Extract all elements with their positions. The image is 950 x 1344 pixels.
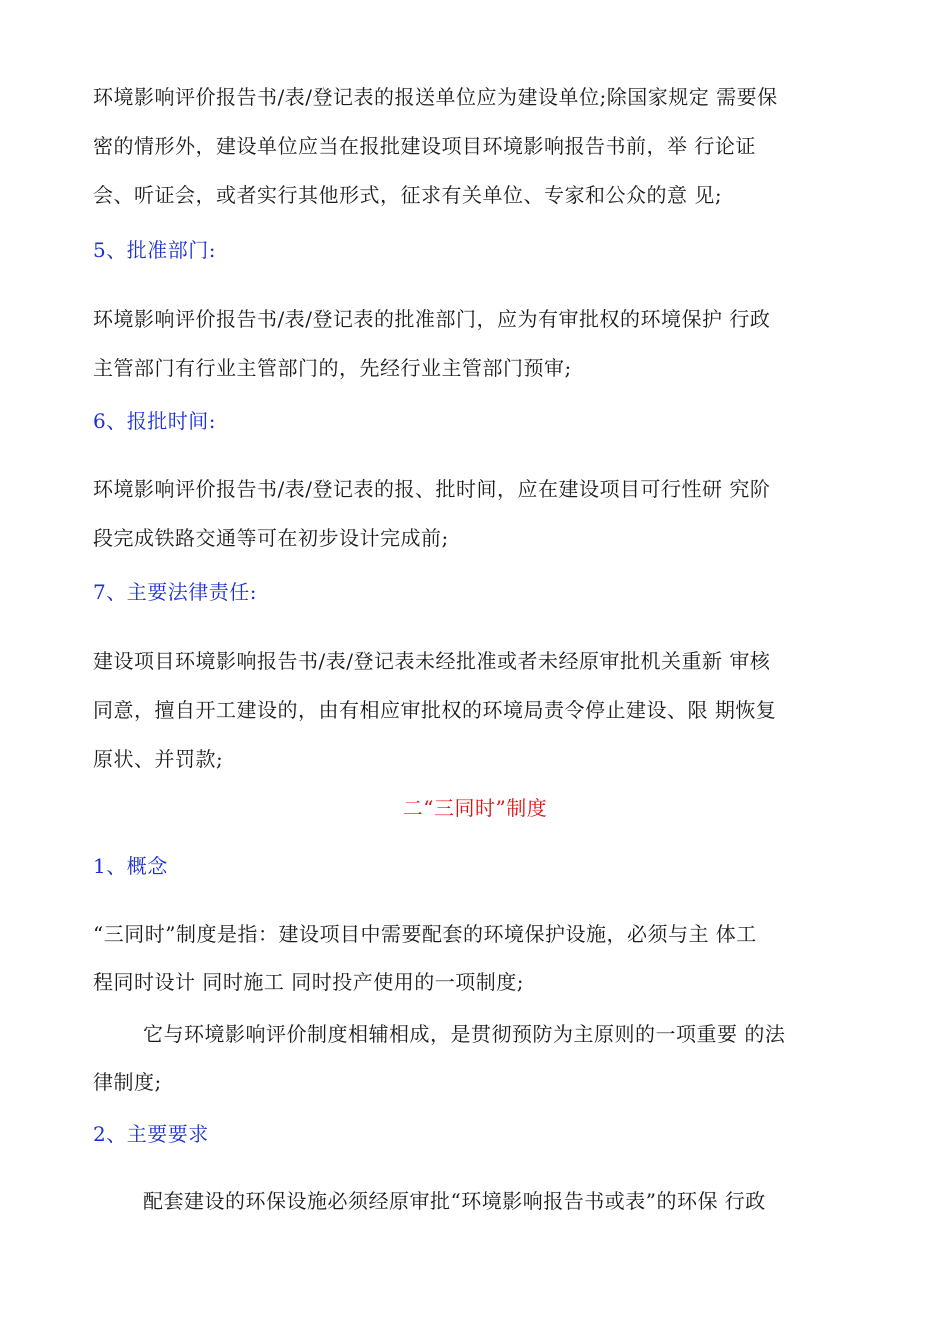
heading-approval-department: 5、批准部门: bbox=[93, 238, 216, 262]
paragraph-liability-line-1: 建设项目环境影响报告书/表/登记表未经批准或者未经原审批机关重新 审核 bbox=[93, 649, 771, 673]
paragraph-approval-line-1: 环境影响评价报告书/表/登记表的批准部门，应为有审批权的环境保护 行政 bbox=[93, 307, 771, 331]
paragraph-concept-line-1: “三同时”制度是指：建设项目中需要配套的环境保护设施，必须与主 体工 bbox=[93, 922, 757, 946]
paragraph-approval-line-2: 主管部门有行业主管部门的，先经行业主管部门预审; bbox=[93, 356, 572, 380]
paragraph-concept-line-2: 程同时设计 同时施工 同时投产使用的一项制度; bbox=[93, 970, 524, 994]
heading-main-requirements: 2、主要要求 bbox=[93, 1122, 209, 1146]
heading-submission-time: 6、报批时间: bbox=[93, 409, 216, 433]
paragraph-relation-line-2: 律制度; bbox=[93, 1070, 162, 1094]
paragraph-submit-line-1: 环境影响评价报告书/表/登记表的报送单位应为建设单位;除国家规定 需要保 bbox=[93, 85, 778, 109]
section-title-three-simultaneous: 二“三同时”制度 bbox=[402, 796, 548, 820]
heading-legal-liability: 7、主要法律责任: bbox=[93, 580, 257, 604]
paragraph-relation-line-1: 它与环境影响评价制度相辅相成，是贯彻预防为主原则的一项重要 的法 bbox=[143, 1022, 786, 1046]
paragraph-liability-line-3: 原状、并罚款; bbox=[93, 747, 224, 771]
paragraph-submit-line-3: 会、听证会，或者实行其他形式，征求有关单位、专家和公众的意 见; bbox=[93, 183, 723, 207]
paragraph-requirements-line-1: 配套建设的环保设施必须经原审批“环境影响报告书或表”的环保 行政 bbox=[143, 1189, 766, 1213]
paragraph-submit-line-2: 密的情形外，建设单位应当在报批建设项目环境影响报告书前，举 行论证 bbox=[93, 134, 756, 158]
paragraph-time-line-2: 段完成铁路交通等可在初步设计完成前; bbox=[93, 526, 449, 550]
paragraph-liability-line-2: 同意，擅自开工建设的，由有相应审批权的环境局责令停止建设、限 期恢复 bbox=[93, 698, 777, 722]
paragraph-time-line-1: 环境影响评价报告书/表/登记表的报、批时间，应在建设项目可行性研 究阶 bbox=[93, 477, 771, 501]
heading-concept: 1、概念 bbox=[93, 854, 168, 878]
